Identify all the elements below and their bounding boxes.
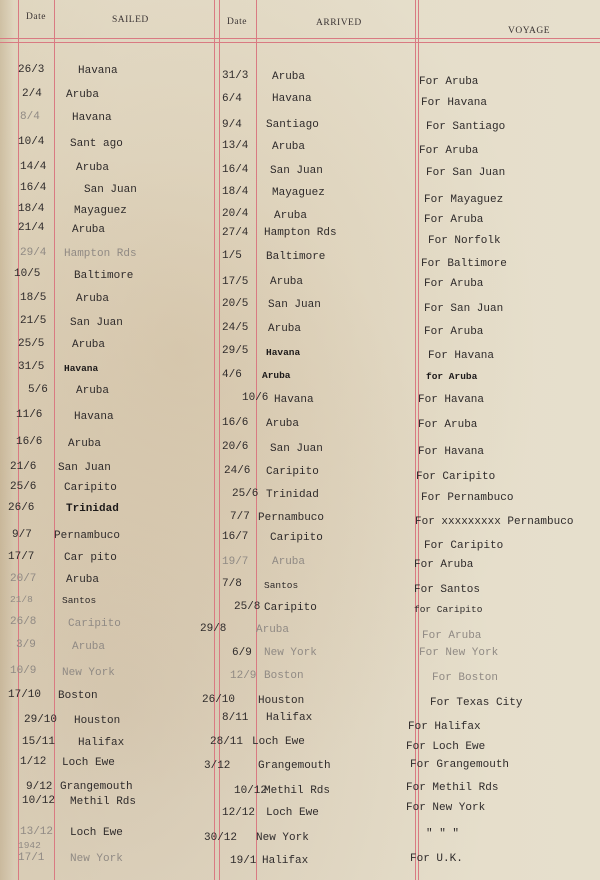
- sailed-port: Loch Ewe: [70, 827, 123, 839]
- voyage-note: For Santos: [414, 584, 481, 596]
- sailed-port: Sant ago: [70, 138, 123, 150]
- arrived-port: Baltimore: [266, 251, 326, 263]
- arrived-date: 30/12: [204, 832, 238, 844]
- arrived-port: Halifax: [266, 712, 313, 724]
- sailed-date: 31/5: [18, 361, 45, 373]
- arrived-date: 26/10: [202, 694, 236, 706]
- header-sailed: SAILED: [112, 15, 149, 25]
- arrived-port: Caripito: [270, 532, 323, 544]
- sailed-port: Mayaguez: [74, 205, 127, 217]
- column-rule: [54, 0, 55, 880]
- arrived-port: Mayaguez: [272, 187, 325, 199]
- arrived-port: Aruba: [272, 556, 306, 568]
- sailed-date: 29/10: [24, 714, 58, 726]
- arrived-date: 19/7: [222, 556, 249, 568]
- voyage-note: For xxxxxxxxx Pernambuco: [415, 516, 574, 528]
- sailed-date: 5/6: [28, 384, 48, 396]
- voyage-note: For Aruba: [424, 326, 484, 338]
- arrived-port: Santos: [264, 580, 299, 591]
- arrived-date: 7/8: [222, 578, 242, 590]
- sailed-port: Aruba: [72, 339, 106, 351]
- arrived-date: 27/4: [222, 227, 249, 239]
- header-date-sailed: Date: [26, 12, 46, 22]
- voyage-note: " " ": [426, 828, 460, 840]
- arrived-date: 31/3: [222, 70, 249, 82]
- arrived-port: Caripito: [264, 602, 317, 614]
- arrived-port: Aruba: [268, 323, 302, 335]
- arrived-date: 10/6: [242, 392, 269, 404]
- sailed-port: Aruba: [76, 293, 110, 305]
- sailed-port: Grangemouth: [60, 781, 133, 793]
- arrived-date: 29/8: [200, 623, 227, 635]
- arrived-port: San Juan: [270, 165, 323, 177]
- arrived-port: San Juan: [268, 299, 321, 311]
- sailed-date: 10/9: [10, 665, 37, 677]
- sailed-port: Houston: [74, 715, 121, 727]
- header-arrived: ARRIVED: [316, 18, 362, 28]
- sailed-port: Trinidad: [66, 503, 119, 515]
- voyage-note: For Caripito: [424, 540, 504, 552]
- voyage-note: For Havana: [418, 394, 485, 406]
- sailed-date: 25/5: [18, 338, 45, 350]
- voyage-note: For Havana: [421, 97, 488, 109]
- arrived-port: Methil Rds: [264, 785, 331, 797]
- sailed-port: Aruba: [68, 438, 102, 450]
- arrived-date: 4/6: [222, 369, 242, 381]
- header-voyage: VOYAGE: [508, 26, 551, 36]
- voyage-note: For Aruba: [418, 419, 478, 431]
- arrived-date: 28/11: [210, 736, 244, 748]
- sailed-port: Aruba: [66, 574, 100, 586]
- sailed-date: 8/4: [20, 111, 40, 123]
- arrived-date: 24/5: [222, 322, 249, 334]
- arrived-port: Aruba: [270, 276, 304, 288]
- arrived-port: Santiago: [266, 119, 319, 131]
- header-rule: [0, 42, 600, 43]
- sailed-date: 9/7: [12, 529, 32, 541]
- arrived-port: Havana: [272, 93, 312, 105]
- sailed-date: 20/7: [10, 573, 37, 585]
- arrived-port: Trinidad: [266, 489, 319, 501]
- sailed-port: Aruba: [76, 385, 110, 397]
- sailed-port: Methil Rds: [70, 796, 137, 808]
- sailed-port: New York: [62, 667, 115, 679]
- arrived-date: 13/4: [222, 140, 249, 152]
- arrived-port: Pernambuco: [258, 512, 325, 524]
- arrived-date: 16/7: [222, 531, 249, 543]
- arrived-port: Aruba: [256, 624, 290, 636]
- voyage-note: for Caripito: [414, 604, 483, 615]
- arrived-date: 16/6: [222, 417, 249, 429]
- arrived-date: 29/5: [222, 345, 249, 357]
- arrived-port: Aruba: [262, 370, 291, 381]
- voyage-note: For Santiago: [426, 121, 506, 133]
- voyage-note: For Baltimore: [421, 258, 507, 270]
- arrived-date: 7/7: [230, 511, 250, 523]
- column-rule: [214, 0, 215, 880]
- sailed-date: 14/4: [20, 161, 47, 173]
- arrived-date: 17/5: [222, 276, 249, 288]
- sailed-port: San Juan: [58, 462, 111, 474]
- sailed-date: 16/6: [16, 436, 43, 448]
- arrived-date: 6/9: [232, 647, 252, 659]
- sailed-port: Boston: [58, 690, 98, 702]
- arrived-port: Aruba: [266, 418, 300, 430]
- voyage-note: For Methil Rds: [406, 782, 499, 794]
- sailed-date: 11/6: [16, 409, 43, 421]
- voyage-note: For Pernambuco: [421, 492, 514, 504]
- arrived-date: 20/5: [222, 298, 249, 310]
- voyage-note: For Aruba: [424, 214, 484, 226]
- voyage-note: For Aruba: [419, 145, 479, 157]
- sailed-date: 29/4: [20, 247, 47, 259]
- arrived-port: Havana: [274, 394, 314, 406]
- arrived-date: 20/4: [222, 208, 249, 220]
- sailed-port: Caripito: [68, 618, 121, 630]
- sailed-port: Havana: [74, 411, 114, 423]
- arrived-port: New York: [264, 647, 317, 659]
- sailed-port: Loch Ewe: [62, 757, 115, 769]
- sailed-port: Aruba: [76, 162, 110, 174]
- header-rule: [0, 38, 600, 39]
- sailed-port: Havana: [64, 363, 99, 374]
- voyage-note: For Aruba: [419, 76, 479, 88]
- arrived-port: Loch Ewe: [252, 736, 305, 748]
- sailed-port: Caripito: [64, 482, 117, 494]
- voyage-note: For San Juan: [426, 167, 506, 179]
- arrived-date: 12/9: [230, 670, 257, 682]
- sailed-port: Pernambuco: [54, 530, 121, 542]
- sailed-date: 26/6: [8, 502, 35, 514]
- sailed-date: 2/4: [22, 88, 42, 100]
- arrived-date: 20/6: [222, 441, 249, 453]
- sailed-date: 18/5: [20, 292, 47, 304]
- arrived-date: 6/4: [222, 93, 242, 105]
- voyage-note: for Aruba: [426, 371, 478, 382]
- column-rule: [256, 0, 257, 880]
- sailed-date: 21/5: [20, 315, 47, 327]
- sailed-date: 17/1: [18, 852, 45, 864]
- voyage-note: For U.K.: [410, 853, 463, 865]
- sailed-date: 17/7: [8, 551, 35, 563]
- arrived-date: 19/1: [230, 855, 257, 867]
- arrived-date: 12/12: [222, 807, 256, 819]
- sailed-port: Havana: [78, 65, 118, 77]
- arrived-port: San Juan: [270, 443, 323, 455]
- column-rule: [219, 0, 220, 880]
- sailed-date: 26/3: [18, 64, 45, 76]
- arrived-date: 18/4: [222, 186, 249, 198]
- year-annotation: 1942: [18, 840, 41, 851]
- voyage-note: For San Juan: [424, 303, 504, 315]
- sailed-port: New York: [70, 853, 123, 865]
- arrived-port: Aruba: [274, 210, 308, 222]
- arrived-port: New York: [256, 832, 309, 844]
- arrived-date: 25/8: [234, 601, 261, 613]
- sailed-port: Santos: [62, 595, 97, 606]
- voyage-note: For New York: [406, 802, 486, 814]
- sailed-date: 1/12: [20, 756, 47, 768]
- voyage-note: For New York: [419, 647, 499, 659]
- voyage-note: For Aruba: [422, 630, 482, 642]
- sailed-date: 10/5: [14, 268, 41, 280]
- sailed-port: Aruba: [72, 224, 106, 236]
- sailed-date: 21/8: [10, 594, 33, 605]
- voyage-note: For Grangemouth: [410, 759, 510, 771]
- sailed-port: San Juan: [84, 184, 137, 196]
- arrived-date: 16/4: [222, 164, 249, 176]
- arrived-date: 25/6: [232, 488, 259, 500]
- voyage-note: For Halifax: [408, 721, 481, 733]
- sailed-port: Aruba: [66, 89, 100, 101]
- arrived-port: Havana: [266, 347, 301, 358]
- arrived-port: Aruba: [272, 141, 306, 153]
- sailed-port: Havana: [72, 112, 112, 124]
- sailed-date: 17/10: [8, 689, 42, 701]
- sailed-date: 13/12: [20, 826, 54, 838]
- sailed-date: 21/4: [18, 222, 45, 234]
- sailed-date: 10/12: [22, 795, 56, 807]
- sailed-date: 16/4: [20, 182, 47, 194]
- sailed-port: Hampton Rds: [64, 248, 137, 260]
- voyage-note: For Boston: [432, 672, 499, 684]
- voyage-note: For Havana: [428, 350, 495, 362]
- arrived-date: 9/4: [222, 119, 242, 131]
- sailed-date: 9/12: [26, 781, 53, 793]
- voyage-note: For Mayaguez: [424, 194, 504, 206]
- arrived-port: Hampton Rds: [264, 227, 337, 239]
- voyage-note: For Texas City: [430, 697, 523, 709]
- arrived-date: 8/11: [222, 712, 249, 724]
- sailed-port: Aruba: [72, 641, 106, 653]
- sailed-date: 3/9: [16, 639, 36, 651]
- sailed-date: 18/4: [18, 203, 45, 215]
- arrived-date: 24/6: [224, 465, 251, 477]
- voyage-note: For Havana: [418, 446, 485, 458]
- sailed-date: 25/6: [10, 481, 37, 493]
- arrived-date: 3/12: [204, 760, 231, 772]
- sailed-port: Baltimore: [74, 270, 134, 282]
- sailed-date: 10/4: [18, 136, 45, 148]
- voyage-note: For Caripito: [416, 471, 496, 483]
- sailed-date: 15/11: [22, 736, 56, 748]
- arrived-port: Aruba: [272, 71, 306, 83]
- sailed-port: Halifax: [78, 737, 125, 749]
- sailed-port: San Juan: [70, 317, 123, 329]
- arrived-port: Caripito: [266, 466, 319, 478]
- voyage-note: For Aruba: [414, 559, 474, 571]
- arrived-port: Loch Ewe: [266, 807, 319, 819]
- arrived-port: Boston: [264, 670, 304, 682]
- arrived-port: Grangemouth: [258, 760, 331, 772]
- arrived-date: 1/5: [222, 250, 242, 262]
- arrived-date: 10/12: [234, 785, 268, 797]
- arrived-port: Halifax: [262, 855, 309, 867]
- voyage-note: For Norfolk: [428, 235, 501, 247]
- sailed-date: 21/6: [10, 461, 37, 473]
- header-date-arrived: Date: [227, 17, 247, 27]
- sailed-date: 26/8: [10, 616, 37, 628]
- voyage-note: For Aruba: [424, 278, 484, 290]
- voyage-note: For Loch Ewe: [406, 741, 486, 753]
- arrived-port: Houston: [258, 695, 305, 707]
- sailed-port: Car pito: [64, 552, 117, 564]
